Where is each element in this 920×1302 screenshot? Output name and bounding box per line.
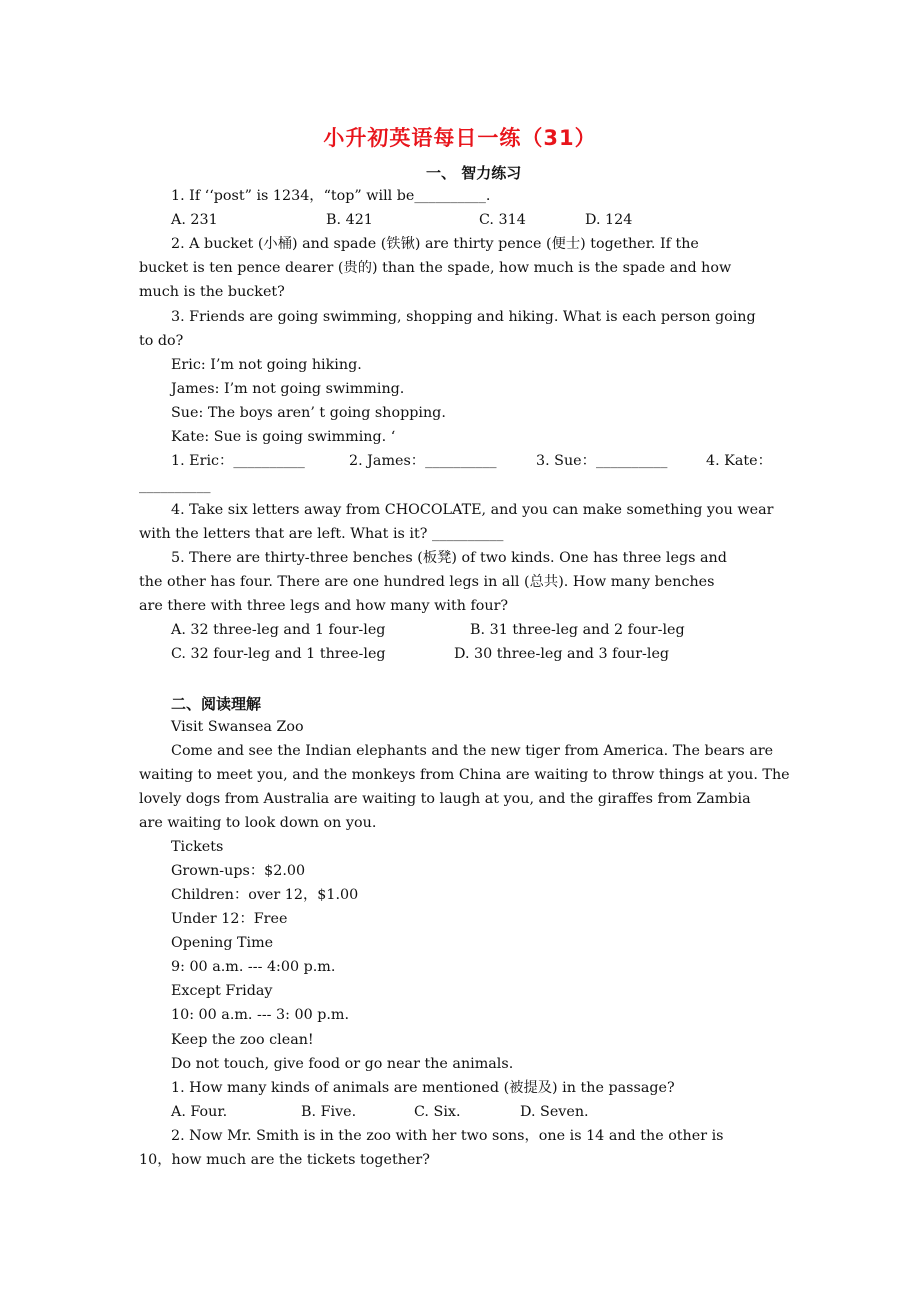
notice-children: Children：over 12，$1.00 — [171, 887, 359, 903]
q1-option-d: D. 124 — [585, 212, 633, 228]
q5-option-c: C. 32 four-leg and 1 three-leg — [171, 646, 386, 662]
notice-hours: 9: 00 a.m. --- 4:00 p.m. — [171, 959, 336, 975]
q5-option-a: A. 32 three-leg and 1 four-leg — [171, 622, 386, 638]
passage-line-1: Come and see the Indian elephants and the new tiger from America. The bears are — [171, 743, 774, 759]
q1-option-c: C. 314 — [479, 212, 526, 228]
q1-stem: 1. If ‘‘post” is 1234，“top” will be__________. — [171, 188, 491, 204]
q3-answer-kate-blank: __________ — [139, 478, 211, 494]
q3-answer-sue: 3. Sue：__________ — [536, 453, 668, 469]
q2-line-2: bucket is ten pence dearer (贵的) than the spade, how much is the spade and how — [139, 260, 732, 276]
q3-statement-james: James: I’m not going swimming. — [171, 381, 405, 397]
passage-line-3: lovely dogs from Australia are waiting to laugh at you, and the giraffes from Zambia — [139, 791, 751, 807]
notice-under-12: Under 12：Free — [171, 911, 288, 927]
notice-tickets: Tickets — [171, 839, 224, 855]
notice-keep-clean: Keep the zoo clean! — [171, 1032, 314, 1048]
reading-q1-stem: 1. How many kinds of animals are mentioned (被提及) in the passage? — [171, 1080, 675, 1096]
passage-line-2: waiting to meet you, and the monkeys from China are waiting to throw things at you. The — [139, 767, 790, 783]
q5-option-d: D. 30 three-leg and 3 four-leg — [454, 646, 670, 662]
notice-do-not-touch: Do not touch, give food or go near the animals. — [171, 1056, 514, 1072]
q3-statement-kate: Kate: Sue is going swimming. ‘ — [171, 429, 396, 445]
q5-line-2: the other has four. There are one hundred legs in all (总共). How many benches — [139, 574, 715, 590]
q2-line-3: much is the bucket? — [139, 284, 285, 300]
q3-line-2: to do? — [139, 333, 184, 349]
reading-q1-option-a: A. Four. — [171, 1104, 228, 1120]
q4-line-2: with the letters that are left. What is it? __________ — [139, 526, 504, 542]
q2-line-1: 2. A bucket (小桶) and spade (铁锹) are thirty pence (便士) together. If the — [171, 236, 699, 252]
notice-friday-hours: 10: 00 a.m. --- 3: 00 p.m. — [171, 1007, 350, 1023]
passage-line-4: are waiting to look down on you. — [139, 815, 377, 831]
q1-option-a: A. 231 — [171, 212, 218, 228]
q3-statement-eric: Eric: I’m not going hiking. — [171, 357, 362, 373]
section2-heading: 二、阅读理解 — [171, 695, 262, 713]
reading-q1-option-b: B. Five. — [301, 1104, 357, 1120]
q3-answer-kate: 4. Kate： — [706, 453, 772, 469]
reading-q2-line-1: 2. Now Mr. Smith is in the zoo with her two sons，one is 14 and the other is — [171, 1128, 724, 1144]
q5-line-1: 5. There are thirty-three benches (板凳) of two kinds. One has three legs and — [171, 550, 727, 566]
q3-answer-james: 2. James：__________ — [349, 453, 497, 469]
q1-option-b: B. 421 — [326, 212, 373, 228]
q4-line-1: 4. Take six letters away from CHOCOLATE, and you can make something you wear — [171, 502, 774, 518]
reading-q1-option-c: C. Six. — [414, 1104, 461, 1120]
q3-statement-sue: Sue: The boys aren’ t going shopping. — [171, 405, 446, 421]
notice-opening-time: Opening Time — [171, 935, 274, 951]
q5-line-3: are there with three legs and how many with four? — [139, 598, 509, 614]
q3-line-1: 3. Friends are going swimming, shopping and hiking. What is each person going — [171, 309, 756, 325]
notice-grown-ups: Grown-ups：$2.00 — [171, 863, 306, 879]
reading-q1-option-d: D. Seven. — [520, 1104, 589, 1120]
section1-heading: 一、 智力练习 — [426, 164, 522, 182]
reading-q2-line-2: 10，how much are the tickets together? — [139, 1152, 430, 1168]
notice-except-friday: Except Friday — [171, 983, 273, 999]
passage-title: Visit Swansea Zoo — [171, 719, 304, 735]
page-title: 小升初英语每日一练（31） — [323, 126, 597, 150]
q5-option-b: B. 31 three-leg and 2 four-leg — [470, 622, 685, 638]
q3-answer-eric: 1. Eric：__________ — [171, 453, 305, 469]
